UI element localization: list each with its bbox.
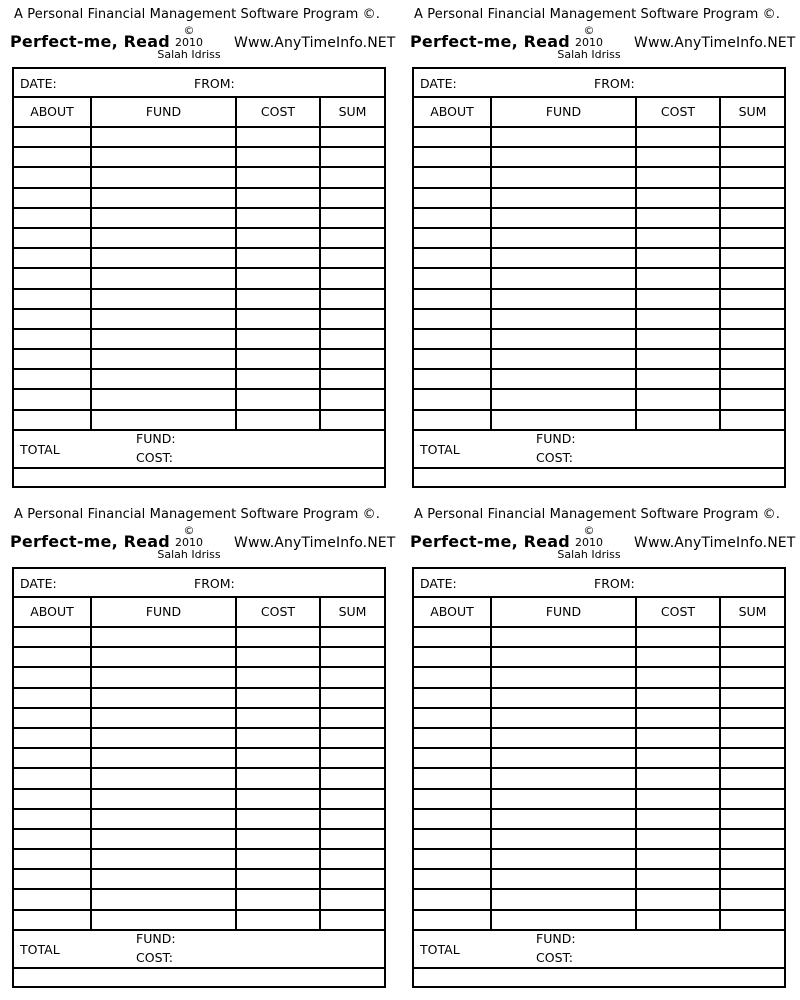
table-row[interactable] xyxy=(414,749,784,769)
table-row[interactable] xyxy=(14,911,384,931)
column-divider xyxy=(490,98,492,430)
table-row[interactable] xyxy=(14,310,384,330)
table-row[interactable] xyxy=(14,729,384,749)
total-fund-field[interactable]: FUND: xyxy=(136,931,176,946)
table-row[interactable] xyxy=(414,350,784,370)
column-header-fund: FUND xyxy=(545,104,582,119)
table-row[interactable] xyxy=(414,128,784,148)
receipt-form xyxy=(12,67,386,488)
table-header xyxy=(414,598,784,628)
column-header-fund: FUND xyxy=(145,104,182,119)
copyright-block xyxy=(552,25,626,61)
column-header-cost: COST xyxy=(260,604,296,619)
table-row[interactable] xyxy=(14,769,384,789)
from-field[interactable]: FROM: xyxy=(194,576,235,591)
copyright-icon: © xyxy=(583,524,595,537)
receipt-card-bottom-right xyxy=(402,500,796,990)
table-row[interactable] xyxy=(14,830,384,850)
copyright-block xyxy=(152,25,226,61)
column-divider xyxy=(90,598,92,930)
table-row[interactable] xyxy=(414,648,784,668)
column-header-sum: SUM xyxy=(738,104,767,119)
date-from-row xyxy=(414,69,784,98)
receipt-card-top-right xyxy=(402,0,796,490)
receipt-form xyxy=(412,67,786,488)
table-row[interactable] xyxy=(14,209,384,229)
table-row[interactable] xyxy=(414,810,784,830)
table-row[interactable] xyxy=(14,290,384,310)
table-row[interactable] xyxy=(414,168,784,188)
table-row[interactable] xyxy=(14,668,384,688)
website-link[interactable]: Www.AnyTimeInfo.NET xyxy=(234,35,396,51)
table-row[interactable] xyxy=(14,628,384,648)
entries-table xyxy=(414,598,784,931)
tagline: A Personal Financial Management Software Program ©. xyxy=(14,507,380,522)
column-header-fund: FUND xyxy=(145,604,182,619)
website-link[interactable]: Www.AnyTimeInfo.NET xyxy=(234,535,396,551)
table-row[interactable] xyxy=(14,370,384,390)
totals-section xyxy=(14,430,384,469)
column-divider xyxy=(635,98,637,430)
table-row[interactable] xyxy=(414,890,784,910)
column-divider xyxy=(319,98,321,430)
author-name: Salah Idriss xyxy=(157,548,221,561)
author-name: Salah Idriss xyxy=(157,48,221,61)
table-row[interactable] xyxy=(14,648,384,668)
table-row[interactable] xyxy=(414,290,784,310)
table-row[interactable] xyxy=(14,709,384,729)
column-header-cost: COST xyxy=(260,104,296,119)
total-cost-field[interactable]: COST: xyxy=(136,450,173,465)
table-row[interactable] xyxy=(414,769,784,789)
table-row[interactable] xyxy=(414,411,784,431)
table-row[interactable] xyxy=(14,330,384,350)
table-row[interactable] xyxy=(414,229,784,249)
date-from-row xyxy=(414,569,784,598)
total-fund-field[interactable]: FUND: xyxy=(536,431,576,446)
table-row[interactable] xyxy=(414,269,784,289)
total-label: TOTAL xyxy=(420,442,460,457)
table-header xyxy=(14,98,384,128)
copyright-year: 2010 xyxy=(175,36,203,49)
table-row[interactable] xyxy=(14,189,384,209)
receipt-card-top-left xyxy=(2,0,396,490)
website-link[interactable]: Www.AnyTimeInfo.NET xyxy=(634,535,796,551)
table-header xyxy=(414,98,784,128)
table-row[interactable] xyxy=(14,390,384,410)
table-row[interactable] xyxy=(14,350,384,370)
tagline: A Personal Financial Management Software Program ©. xyxy=(414,507,780,522)
table-row[interactable] xyxy=(414,689,784,709)
table-row[interactable] xyxy=(414,249,784,269)
tagline: A Personal Financial Management Software Program ©. xyxy=(14,7,380,22)
tagline: A Personal Financial Management Software Program ©. xyxy=(414,7,780,22)
table-body xyxy=(14,628,384,931)
table-row[interactable] xyxy=(14,810,384,830)
table-row[interactable] xyxy=(414,830,784,850)
column-divider xyxy=(635,598,637,930)
column-header-about: ABOUT xyxy=(30,604,74,619)
table-row[interactable] xyxy=(414,370,784,390)
total-fund-field[interactable]: FUND: xyxy=(536,931,576,946)
total-label: TOTAL xyxy=(20,442,60,457)
column-header-about: ABOUT xyxy=(430,604,474,619)
entries-table xyxy=(414,98,784,431)
table-body xyxy=(414,628,784,931)
column-header-sum: SUM xyxy=(338,104,367,119)
column-header-fund: FUND xyxy=(545,604,582,619)
table-row[interactable] xyxy=(414,870,784,890)
date-field[interactable]: DATE: xyxy=(420,76,457,91)
column-divider xyxy=(490,598,492,930)
totals-section xyxy=(414,930,784,969)
table-body xyxy=(414,128,784,431)
table-row[interactable] xyxy=(414,148,784,168)
table-row[interactable] xyxy=(14,411,384,431)
table-row[interactable] xyxy=(14,689,384,709)
table-body xyxy=(14,128,384,431)
table-row[interactable] xyxy=(414,628,784,648)
brand-name: Perfect-me, Read xyxy=(10,32,170,51)
table-row[interactable] xyxy=(14,749,384,769)
column-header-cost: COST xyxy=(660,104,696,119)
table-row[interactable] xyxy=(14,790,384,810)
total-fund-field[interactable]: FUND: xyxy=(136,431,176,446)
table-row[interactable] xyxy=(14,850,384,870)
table-row[interactable] xyxy=(14,870,384,890)
column-divider xyxy=(719,98,721,430)
website-link[interactable]: Www.AnyTimeInfo.NET xyxy=(634,35,796,51)
column-header-about: ABOUT xyxy=(30,104,74,119)
from-field[interactable]: FROM: xyxy=(594,576,635,591)
date-from-row xyxy=(14,69,384,98)
column-header-cost: COST xyxy=(660,604,696,619)
total-label: TOTAL xyxy=(420,942,460,957)
table-header xyxy=(14,598,384,628)
date-field[interactable]: DATE: xyxy=(420,576,457,591)
date-field[interactable]: DATE: xyxy=(20,576,57,591)
date-field[interactable]: DATE: xyxy=(20,76,57,91)
table-row[interactable] xyxy=(14,128,384,148)
receipt-card-bottom-left xyxy=(2,500,396,990)
column-divider xyxy=(235,598,237,930)
copyright-year: 2010 xyxy=(175,536,203,549)
column-header-sum: SUM xyxy=(738,604,767,619)
column-header-sum: SUM xyxy=(338,604,367,619)
copyright-year: 2010 xyxy=(575,536,603,549)
copyright-block xyxy=(152,525,226,561)
column-divider xyxy=(90,98,92,430)
from-field[interactable]: FROM: xyxy=(594,76,635,91)
entries-table xyxy=(14,98,384,431)
table-row[interactable] xyxy=(14,229,384,249)
copyright-year: 2010 xyxy=(575,36,603,49)
totals-section xyxy=(14,930,384,969)
table-row[interactable] xyxy=(414,189,784,209)
table-row[interactable] xyxy=(14,249,384,269)
table-row[interactable] xyxy=(414,330,784,350)
total-cost-field[interactable]: COST: xyxy=(536,450,573,465)
column-divider xyxy=(235,98,237,430)
author-name: Salah Idriss xyxy=(557,48,621,61)
receipt-form xyxy=(412,567,786,988)
column-header-about: ABOUT xyxy=(430,104,474,119)
table-row[interactable] xyxy=(414,729,784,749)
total-cost-field[interactable]: COST: xyxy=(536,950,573,965)
table-row[interactable] xyxy=(414,310,784,330)
brand-name: Perfect-me, Read xyxy=(410,32,570,51)
entries-table xyxy=(14,598,384,931)
table-row[interactable] xyxy=(414,911,784,931)
table-row[interactable] xyxy=(414,209,784,229)
copyright-icon: © xyxy=(583,24,595,37)
total-label: TOTAL xyxy=(20,942,60,957)
brand-name: Perfect-me, Read xyxy=(410,532,570,551)
totals-section xyxy=(414,430,784,469)
table-row[interactable] xyxy=(414,790,784,810)
table-row[interactable] xyxy=(414,390,784,410)
copyright-icon: © xyxy=(183,24,195,37)
table-row[interactable] xyxy=(14,269,384,289)
from-field[interactable]: FROM: xyxy=(194,76,235,91)
column-divider xyxy=(319,598,321,930)
receipt-form xyxy=(12,567,386,988)
table-row[interactable] xyxy=(414,850,784,870)
table-row[interactable] xyxy=(14,168,384,188)
table-row[interactable] xyxy=(14,148,384,168)
table-row[interactable] xyxy=(414,668,784,688)
total-cost-field[interactable]: COST: xyxy=(136,950,173,965)
brand-name: Perfect-me, Read xyxy=(10,532,170,551)
copyright-block xyxy=(552,525,626,561)
table-row[interactable] xyxy=(414,709,784,729)
date-from-row xyxy=(14,569,384,598)
author-name: Salah Idriss xyxy=(557,548,621,561)
column-divider xyxy=(719,598,721,930)
table-row[interactable] xyxy=(14,890,384,910)
copyright-icon: © xyxy=(183,524,195,537)
